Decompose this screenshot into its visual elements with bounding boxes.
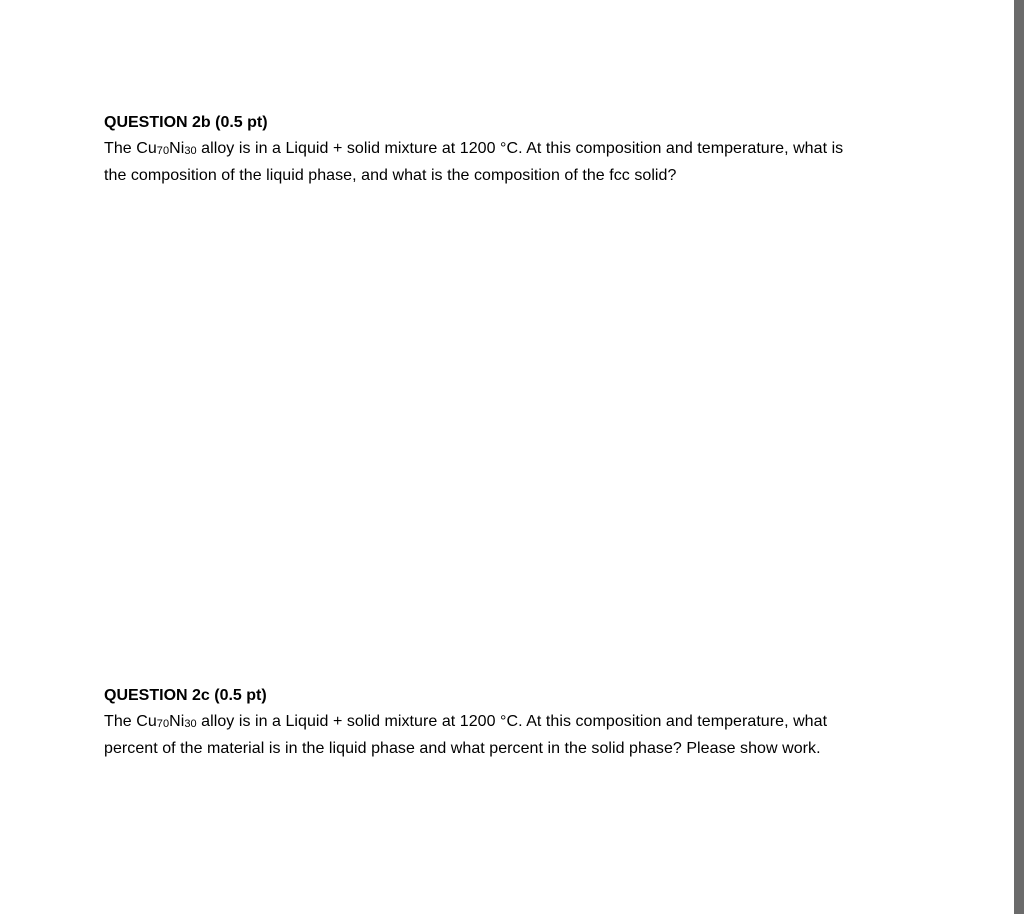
text-rest: alloy is in a Liquid + solid mixture at 1200 °C. At this composition and temperature, what	[196, 713, 828, 730]
question-title: QUESTION 2b (0.5 pt)	[104, 114, 268, 131]
question-text	[104, 136, 904, 189]
subscript-cu: 70	[156, 718, 170, 730]
question-line-2: percent of the material is in the liquid phase and what percent in the solid phase? Please show work.	[104, 739, 821, 757]
text-rest: alloy is in a Liquid + solid mixture at 1200 °C. At this composition and temperature, what is	[196, 140, 844, 157]
question-2b	[104, 110, 904, 189]
element-cu: Cu	[136, 140, 157, 157]
question-line-1	[104, 713, 827, 730]
question-title: QUESTION 2c (0.5 pt)	[104, 687, 267, 704]
text-prefix: The	[104, 140, 137, 157]
subscript-ni: 30	[184, 718, 197, 730]
subscript-cu: 70	[156, 145, 170, 157]
question-text	[104, 709, 904, 762]
text-prefix: The	[104, 713, 137, 730]
question-line-1	[104, 140, 843, 157]
element-ni: Ni	[169, 713, 185, 730]
page-edge-scrollbar	[1014, 0, 1024, 914]
question-line-2: the composition of the liquid phase, and what is the composition of the fcc solid?	[104, 166, 677, 184]
question-2c	[104, 683, 904, 762]
element-ni: Ni	[169, 140, 185, 157]
element-cu: Cu	[136, 713, 157, 730]
subscript-ni: 30	[184, 145, 197, 157]
